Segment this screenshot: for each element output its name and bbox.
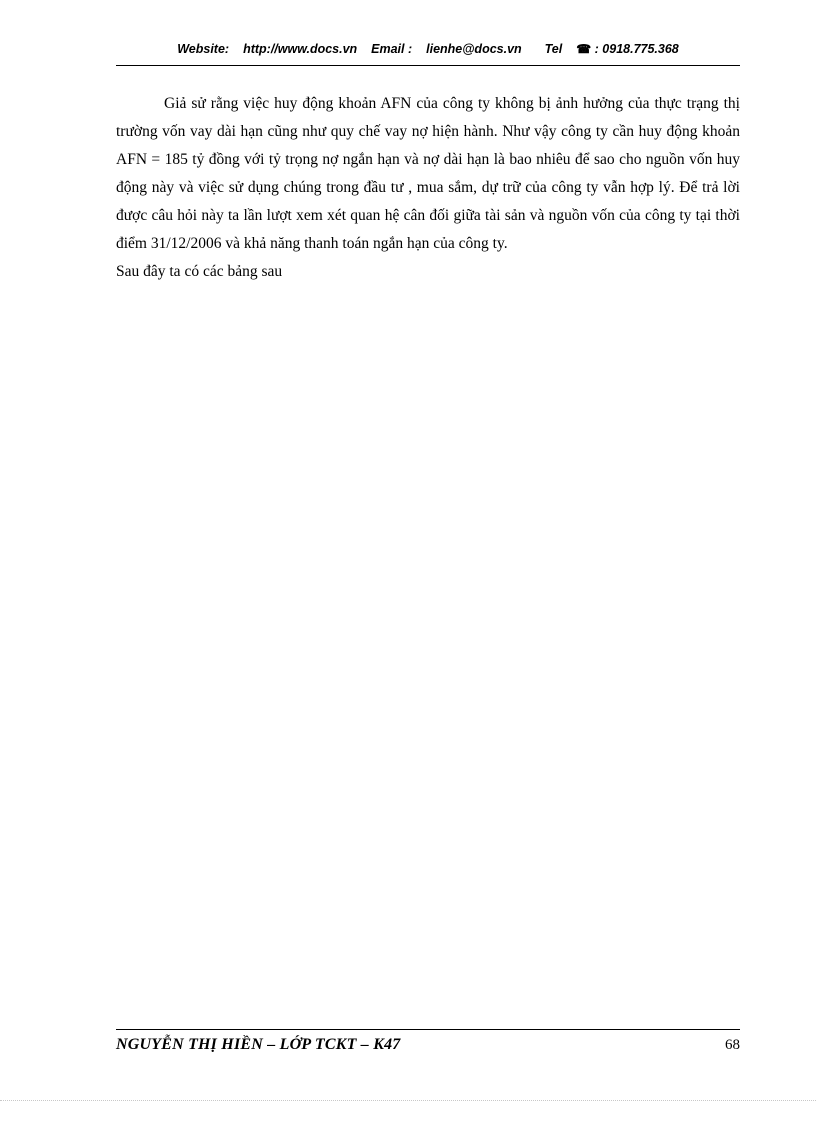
phone-icon: ☎ [576,42,592,56]
tel-label: Tel [544,42,563,56]
email-address: lienhe@docs.vn [426,42,522,56]
website-label: Website: [177,42,230,56]
header-contact-line [116,42,740,56]
body-content [116,90,740,286]
closing-line: Sau đây ta có các bảng sau [116,263,283,280]
header-divider [116,65,740,66]
footer-page-number: 68 [725,1037,740,1053]
footer-divider [116,1029,740,1030]
page-header [116,42,740,56]
page-bottom-edge [0,1100,816,1124]
website-url: http://www.docs.vn [243,42,358,56]
paragraph-text: Giả sử rằng việc huy động khoản AFN của công ty không bị ảnh hưởng của thực trạng thị trường vốn vay dài hạn cũng như quy chế vay nợ hiện hành. Như vậy công ty cần huy động khoản AFN = 185 tỷ đồng với tỷ trọng nợ ngắn hạn và nợ dài hạn là bao nhiêu để sao cho nguồn vốn huy động này và việc sử dụng chúng trong đầu tư , mua sắm, dự trữ của công ty vẫn hợp lý. Để trả lời được câu hỏi này ta lần lượt xem xét quan hệ cân đối giữa tài sản và nguồn vốn của công ty tại thời điểm 31/12/2006 và khả năng thanh toán ngắn hạn của công ty. [116,95,740,252]
page-footer [116,1036,740,1054]
footer-author: NGUYỄN THỊ HIỀN – LỚP TCKT – K47 [116,1036,401,1053]
email-label: Email : [371,42,413,56]
tel-number: : 0918.775.368 [594,42,679,56]
body-paragraph [116,90,740,258]
